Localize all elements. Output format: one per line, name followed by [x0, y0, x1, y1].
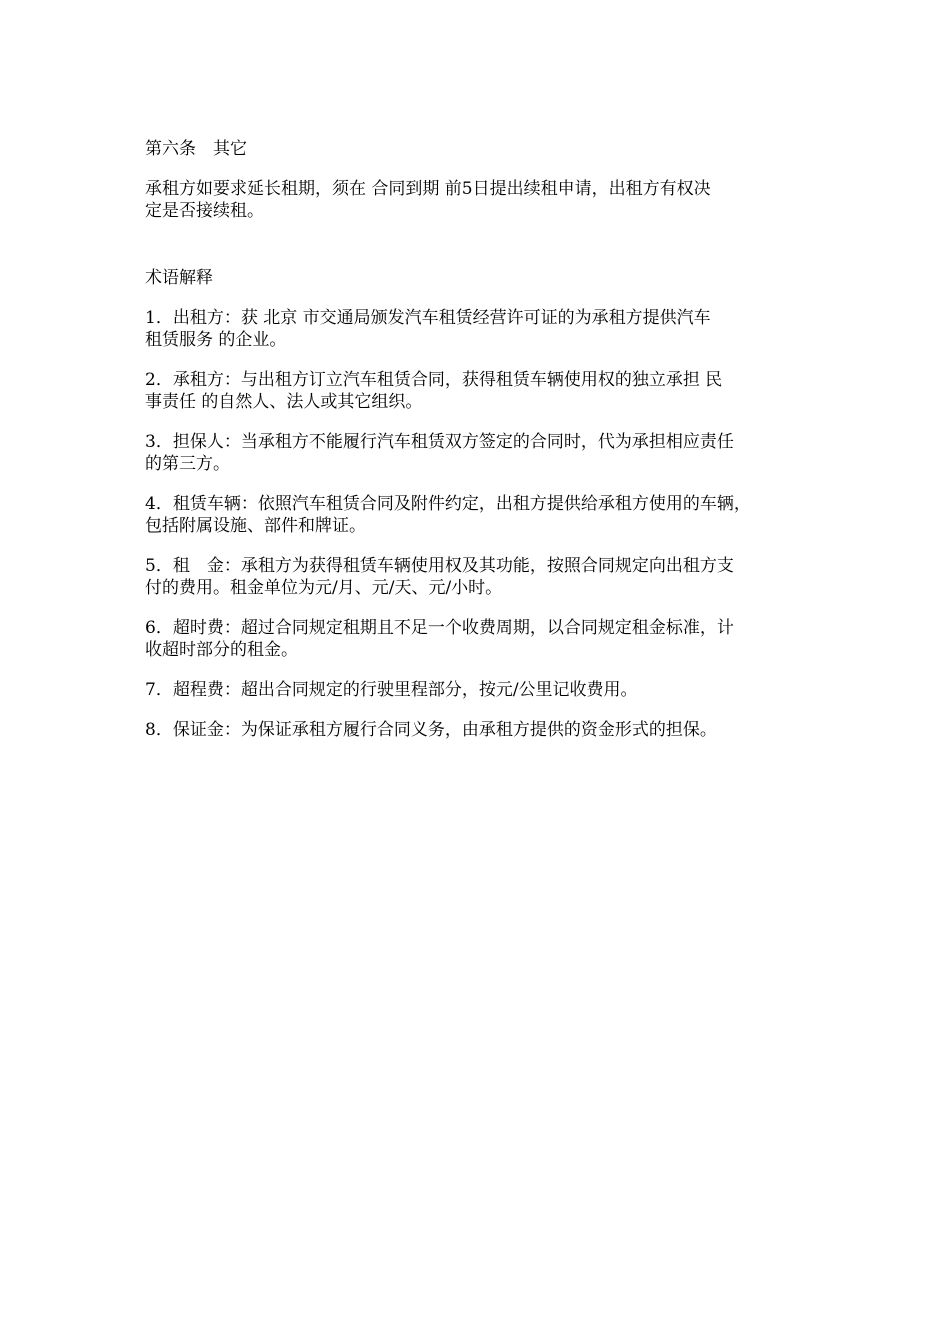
term-item-lessor: [145, 307, 815, 351]
term-item-deposit: [145, 719, 815, 741]
term-line: 包括附属设施、部件和牌证。: [145, 516, 366, 536]
paragraph-line: 定是否接续租。: [145, 201, 264, 221]
term-item-overtime-fee: [145, 617, 815, 661]
document-body: [145, 138, 815, 759]
term-line: 收超时部分的租金。: [145, 640, 298, 660]
article-paragraph: [145, 178, 815, 222]
term-line: 的第三方。: [145, 454, 230, 474]
term-item-rent: [145, 555, 815, 599]
term-line: 4．租赁车辆：依照汽车租赁合同及附件约定，出租方提供给承租方使用的车辆，: [145, 494, 751, 514]
term-line: 租赁服务 的企业。: [145, 330, 287, 350]
term-line: 5．租 金：承租方为获得租赁车辆使用权及其功能，按照合同规定向出租方支: [145, 556, 734, 576]
term-line: 3．担保人：当承租方不能履行汽车租赁双方签定的合同时，代为承担相应责任: [145, 432, 734, 452]
term-item-overmileage-fee: [145, 679, 815, 701]
term-line: 7．超程费：超出合同规定的行驶里程部分，按元/公里记收费用。: [145, 680, 638, 700]
term-item-rental-vehicle: [145, 493, 815, 537]
paragraph-line: 承租方如要求延长租期，须在 合同到期 前5日提出续租申请，出租方有权决: [145, 179, 711, 199]
section-spacer: [145, 240, 815, 267]
term-line: 6．超时费：超过合同规定租期且不足一个收费周期，以合同规定租金标准，计: [145, 618, 734, 638]
term-line: 付的费用。租金单位为元/月、元/天、元/小时。: [145, 578, 503, 598]
term-item-guarantor: [145, 431, 815, 475]
article-heading: 第六条 其它: [145, 139, 247, 159]
term-item-lessee: [145, 369, 815, 413]
term-line: 8．保证金：为保证承租方履行合同义务，由承租方提供的资金形式的担保。: [145, 720, 717, 740]
term-line: 事责任 的自然人、法人或其它组织。: [145, 392, 423, 412]
terms-heading: 术语解释: [145, 268, 213, 288]
term-line: 2．承租方：与出租方订立汽车租赁合同，获得租赁车辆使用权的独立承担 民: [145, 370, 723, 390]
term-line: 1．出租方：获 北京 市交通局颁发汽车租赁经营许可证的为承租方提供汽车: [145, 308, 711, 328]
